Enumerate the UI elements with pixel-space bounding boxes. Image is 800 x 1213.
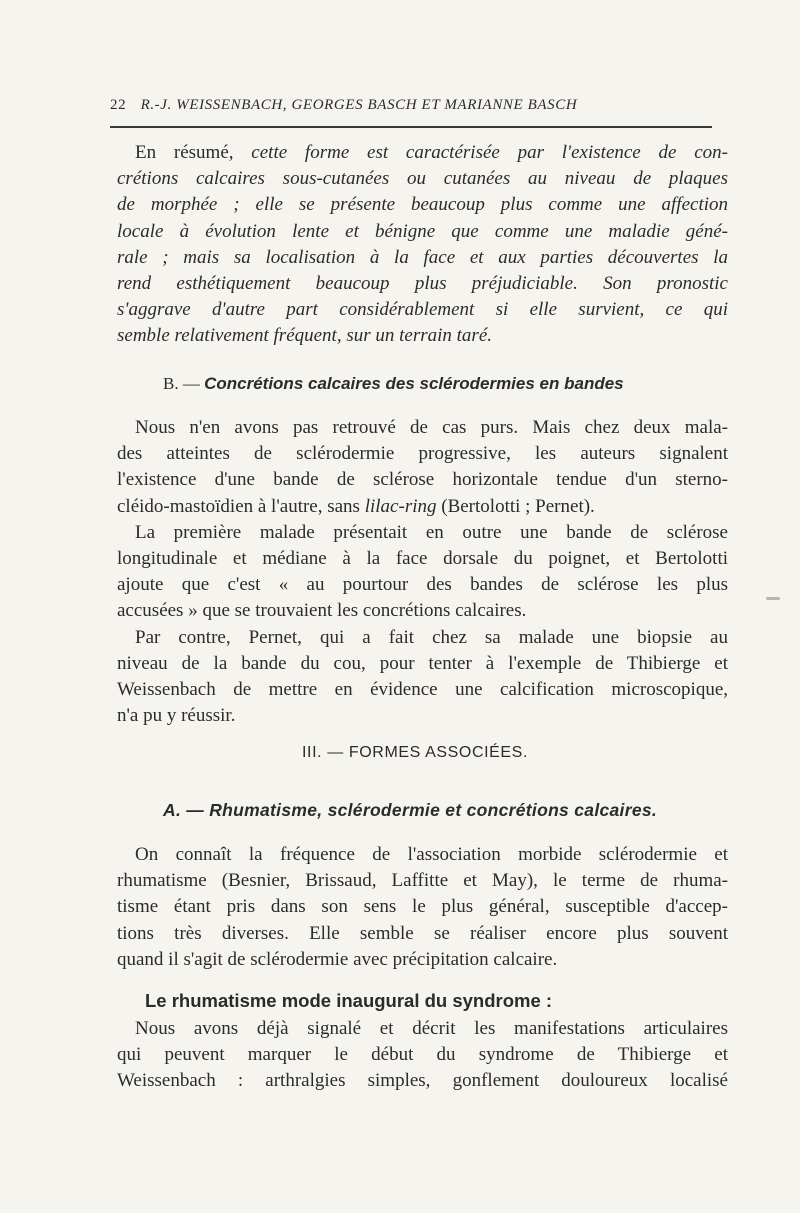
text-line: longitudinale et médiane à la face dorsale du poignet, et Bertolotti (117, 547, 728, 569)
text-line: rend esthétiquement beaucoup plus préjudiciable. Son pronostic (117, 272, 728, 294)
text-line: rale ; mais sa localisation à la face et aux parties découvertes la (117, 246, 728, 268)
paper-mark (766, 597, 780, 600)
text-line: ajoute que c'est « au pourtour des bandes de sclérose les plus (117, 574, 728, 596)
lilac-ring-term: lilac-ring (364, 495, 437, 517)
text-line: tisme étant pris dans son sens le plus général, susceptible d'accep- (117, 896, 728, 918)
section-iii-heading: III. — FORMES ASSOCIÉES. (302, 744, 529, 761)
text-line: l'existence d'une bande de sclérose horizontale tendue d'un sterno- (117, 469, 728, 491)
text-line: locale à évolution lente et bénigne que comme une maladie géné- (117, 220, 728, 242)
text-span: cléido-mastoïdien à l'autre, sans (117, 495, 365, 517)
summary-italic-start: cette forme est caractérisée par l'existence de con- (233, 142, 728, 163)
section-a-body (117, 842, 728, 973)
running-header (110, 97, 710, 114)
text-line: Weissenbach de mettre en évidence une calcification microscopique, (117, 678, 728, 700)
section-b-heading (163, 374, 624, 394)
text-line: Weissenbach : arthralgies simples, gonflement douloureux localisé (117, 1070, 728, 1092)
page-number: 22 (110, 97, 127, 113)
header-rule (110, 126, 712, 128)
text-span: (Bertolotti ; Pernet). (436, 495, 595, 517)
text-line: de morphée ; elle se présente beaucoup plus comme une affection (117, 194, 728, 216)
text-line: rhumatisme (Besnier, Brissaud, Laffitte et May), le terme de rhuma- (117, 870, 728, 892)
text-line: niveau de la bande du cou, pour tenter à l'exemple de Thibierge et (117, 652, 728, 674)
text-line: crétions calcaires sous-cutanées ou cutanées au niveau de plaques (117, 168, 728, 190)
summary-lead: En résumé, (135, 142, 234, 163)
summary-paragraph (117, 140, 728, 350)
text-line: accusées » que se trouvaient les concrétions calcaires. (117, 600, 527, 622)
text-line: La première malade présentait en outre une bande de sclérose (135, 521, 728, 543)
text-line: Nous n'en avons pas retrouvé de cas purs. Mais chez deux mala- (135, 417, 728, 438)
text-line: qui peuvent marquer le début du syndrome de Thibierge et (117, 1044, 728, 1066)
running-title: R.-J. WEISSENBACH, GEORGES BASCH ET MARIANNE BASCH (140, 97, 578, 113)
section-b-body (117, 415, 728, 729)
text-line: des atteintes de sclérodermie progressive, les auteurs signalent (117, 443, 728, 465)
section-b-label: B. — (163, 374, 205, 393)
text-line: Par contre, Pernet, qui a fait chez sa malade une biopsie au (135, 626, 728, 648)
text-line: n'a pu y réussir. (117, 705, 236, 727)
text-line (117, 140, 728, 166)
text-line: Nous avons déjà signalé et décrit les manifestations articulaires (135, 1018, 728, 1039)
text-line: tions très diverses. Elle semble se réaliser encore plus souvent (117, 922, 728, 944)
text-line: s'aggrave d'autre part considérablement si elle survient, ce qui (117, 299, 728, 321)
sub-heading: Le rhumatisme mode inaugural du syndrome : (145, 990, 553, 1011)
section-a-heading: A. — Rhumatisme, sclérodermie et concrétions calcaires. (163, 800, 658, 820)
section-b-title: Concrétions calcaires des sclérodermies en bandes (204, 374, 624, 393)
text-line: quand il s'agit de sclérodermie avec précipitation calcaire. (117, 948, 558, 970)
text-line: On connaît la fréquence de l'association morbide sclérodermie et (135, 844, 728, 865)
text-line (117, 494, 728, 520)
text-line: semble relativement fréquent, sur un terrain taré. (117, 325, 493, 347)
final-paragraph (117, 1016, 728, 1095)
